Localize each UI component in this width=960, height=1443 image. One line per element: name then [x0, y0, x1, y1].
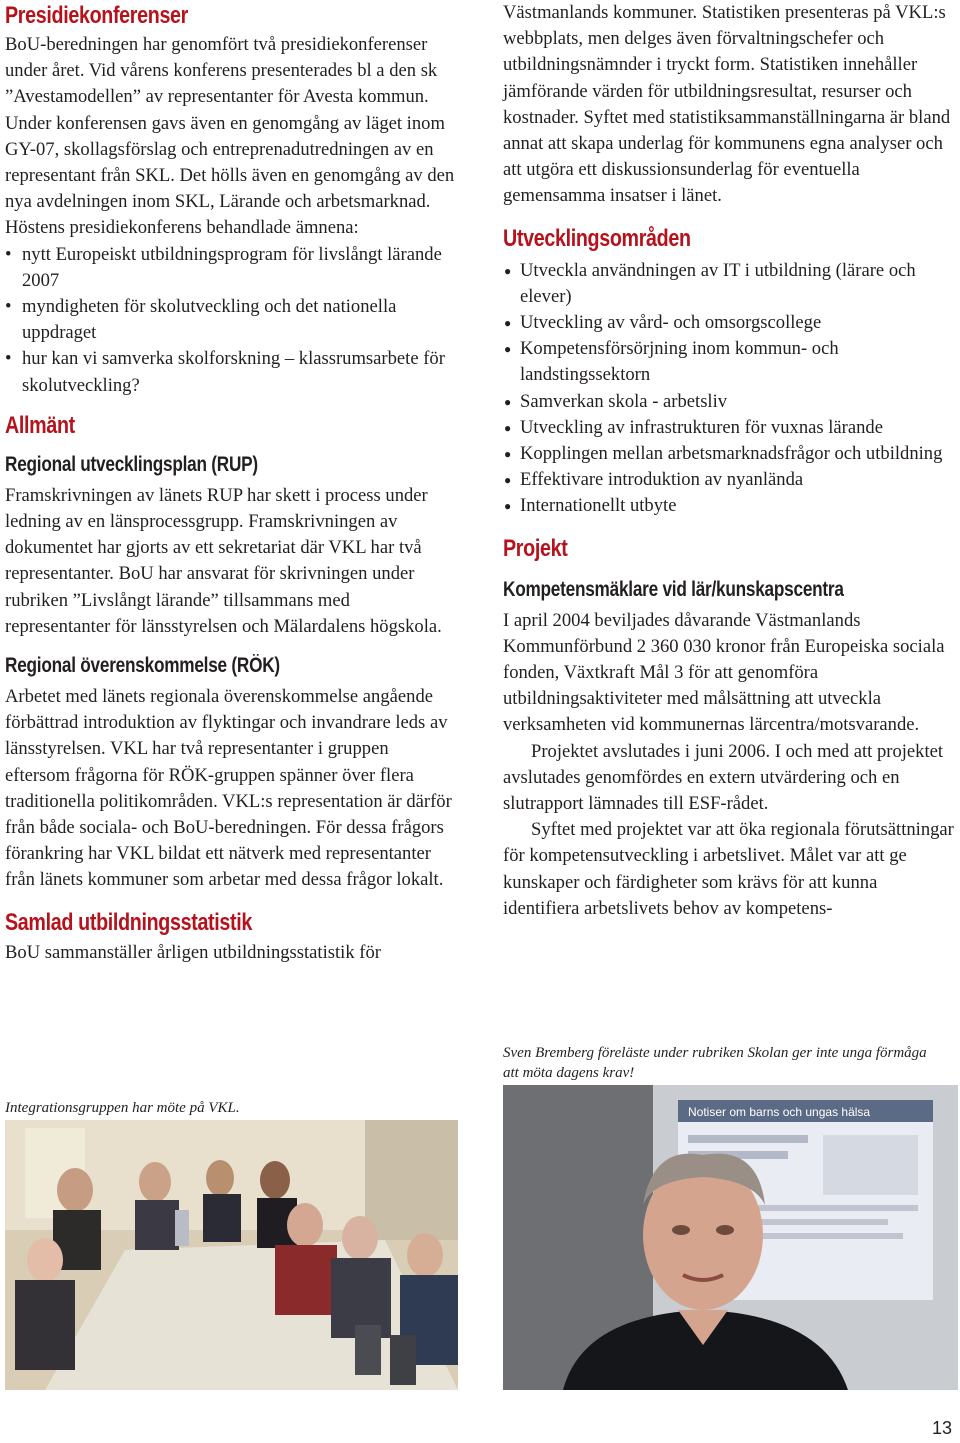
meeting-photo — [5, 1120, 458, 1390]
section-heading-allmant: Allmänt — [5, 411, 75, 439]
rok-paragraph: Arbetet med länets regionala överenskommelse angående förbättrad introduktion av flyktingar och invandrare leds av länsstyrelsen. VKL har två representanter i gruppen eftersom frågorna för RÖK-gruppen spänner över flera traditionella politikområden. VKL:s representation är därför från både sociala- och BoU-beredningen. För dessa frågors förankring har VKL bildat ett nätverk med representanter från länets kommuner som arbetar med dessa frågor lokalt. — [5, 686, 452, 891]
utvecklingsomraden-list — [503, 258, 955, 520]
list-item: ● Kompetensförsörjning inom kommun- och landstingssektorn — [503, 336, 955, 388]
slide-title: Notiser om barns och ungas hälsa — [688, 1105, 871, 1119]
right-column — [503, 0, 955, 922]
page-number: 13 — [931, 1418, 952, 1438]
lecture-photo — [503, 1085, 958, 1390]
photo-caption-meeting: Integrationsgruppen har möte på VKL. — [5, 1100, 240, 1116]
section-heading-projekt: Projekt — [503, 534, 568, 562]
rup-paragraph: Framskrivningen av länets RUP har skett i process under ledning av en länsprocessgrupp. Framskrivningen av dokumentet har gjorts av ett sekretariat där VKL har två representanter. BoU har ansvarat för skrivningen under rubriken ”Livslångt lärande” tillsammans med representanter för länsstyrelsen och Mälardalens högskola. — [5, 484, 442, 637]
list-item: ● Utveckling av vård- och omsorgscollege — [503, 310, 955, 336]
photo-caption-lecture: Sven Bremberg föreläste under rubriken Skolan ger inte unga förmåga att möta dagens krav! — [503, 1045, 927, 1081]
list-item: • hur kan vi samverka skolforskning – klassrumsarbete för skolutveckling? — [5, 346, 457, 398]
presidiekonferenser-paragraph: BoU-beredningen har genomfört två presidiekonferenser under året. Vid vårens konferens presenterades bl a den sk ”Avestamodellen” av representanter för Avesta kommun. Under konferensen gavs även en genomgång av läget inom GY-07, skollagsförslag och entreprenadutredningen av en representant från SKL. Det hölls även en genomgång av den nya avdelningen inom SKL, Lärande och arbetsmarknad. — [5, 34, 455, 213]
statistik-continued-paragraph: Västmanlands kommuner. Statistiken presenteras på VKL:s webbplats, men delges även förvaltningschefer och utbildningsnämnder i tryckt form. Statistiken innehåller jämförande värden för utbildningsresultat, resurser och kostnader. Syftet med statistiksammanställningarna är bland annat att skapa underlag för kommunens egna analyser och att utgöra ett diskussionsunderlag för eventuella gemensamma insatser i länet. — [503, 2, 951, 207]
list-item: ● Internationellt utbyte — [503, 493, 955, 519]
projekt-paragraph-3: Syftet med projektet var att öka regionala förutsättningar för kompetensutveckling i arbetslivet. Målet var att ge kunskaper och färdigheter som krävs för att kunna identifiera arbetslivets behov av kompetens- — [503, 819, 954, 919]
projekt-paragraph-2: Projektet avslutades i juni 2006. I och med att projektet avslutades genomfördes en extern utvärdering och en slutrapport lämnades till ESF-rådet. — [503, 740, 944, 815]
list-item: • myndigheten för skolutveckling och det nationella uppdraget — [5, 294, 457, 346]
meeting-photo-image — [5, 1120, 458, 1390]
presidiekonferenser-intro: Höstens presidiekonferens behandlade ämnena: — [5, 217, 359, 239]
presidiekonferenser-topic-list — [5, 242, 457, 399]
list-item: ● Kopplingen mellan arbetsmarknadsfrågor och utbildning — [503, 441, 955, 467]
list-item: ● Utveckla användningen av IT i utbildning (lärare och elever) — [503, 258, 955, 310]
subheading-kompetensmaklare: Kompetensmäklare vid lär/kunskapscentra — [503, 577, 844, 601]
list-item: ● Utveckling av infrastrukturen för vuxnas lärande — [503, 415, 955, 441]
left-column — [5, 0, 457, 966]
subheading-rup: Regional utvecklingsplan (RUP) — [5, 452, 258, 476]
projekt-paragraph-1: I april 2004 beviljades dåvarande Västmanlands Kommunförbund 2 360 030 kronor från Europeiska sociala fonden, Växtkraft Mål 3 för att genomföra utbildningsaktiviteter med målsättning att utveckla verksamheten vid kommunernas lärcentra/motsvarande. — [503, 609, 945, 736]
section-heading-presidiekonferenser: Presidiekonferenser — [5, 2, 189, 29]
subheading-rok: Regional överenskommelse (RÖK) — [5, 654, 280, 678]
list-item: • nytt Europeiskt utbildningsprogram för livslångt lärande 2007 — [5, 242, 457, 294]
section-heading-statistik: Samlad utbildningsstatistik — [5, 908, 253, 936]
list-item: ● Effektivare introduktion av nyanlända — [503, 467, 955, 493]
statistik-paragraph: BoU sammanställer årligen utbildningsstatistik för — [5, 941, 381, 963]
section-heading-utvecklingsomraden: Utvecklingsområden — [503, 224, 691, 252]
lecture-photo-image — [503, 1085, 958, 1390]
list-item: ● Samverkan skola - arbetsliv — [503, 389, 955, 415]
